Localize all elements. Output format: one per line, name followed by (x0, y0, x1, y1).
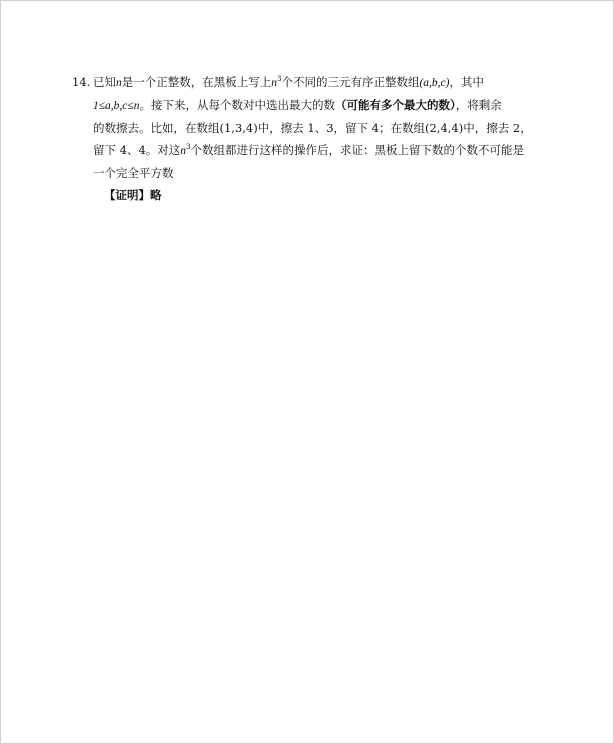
line4-text-2: 个数组都进行这样的操作后，求证：黑板上留下数的个数不可能是 (190, 143, 525, 157)
problem-line-3 (72, 117, 552, 139)
line2-text-1: 。接下来，从每个数对中选出最大的数 (139, 98, 335, 112)
line4-text-1: 留下 4、4。对这 (93, 143, 181, 157)
answer-section (104, 185, 162, 205)
problem-line-5: 一个完全平方数 (93, 166, 174, 180)
problem-line-1 (72, 71, 552, 94)
line1-text-3: 个不同的三元有序正整数组 (281, 75, 420, 89)
math-tuple-example-2: (2,4,4) (425, 121, 464, 135)
problem-line-2 (72, 94, 552, 117)
math-tuple-abc: (a,b,c) (419, 77, 450, 89)
math-n-cubed-2: n (180, 145, 187, 157)
line1-text-4: ，其中 (449, 75, 484, 89)
answer-text: 略 (150, 188, 162, 202)
line3-text-2: 中，擦去 1、3，留下 4；在数组 (257, 121, 425, 135)
math-tuple-example-1: (1,3,4) (219, 121, 258, 135)
line3-text-3: 中，擦去 2， (463, 121, 532, 135)
answer-label: 【证明】 (104, 188, 150, 202)
math-exponent: 3 (277, 75, 282, 84)
line1-text-2: 是一个正整数，在黑板上写上 (121, 75, 272, 89)
problem-number: 14. (72, 75, 91, 89)
line3-text-1: 的数擦去。比如，在数组 (93, 121, 220, 135)
line1-text-1: 已知 (93, 75, 116, 89)
math-n-cubed: n (271, 77, 277, 89)
line2-text-2: ，将剩余 (455, 98, 502, 112)
math-exponent-2: 3 (186, 143, 191, 152)
problem-line-4 (72, 139, 552, 162)
math-n: n (116, 77, 122, 89)
problem-14 (72, 71, 552, 184)
math-condition: 1≤a,b,c≤n (93, 100, 140, 112)
emphasis-text: （可能有多个最大的数） (334, 98, 456, 112)
